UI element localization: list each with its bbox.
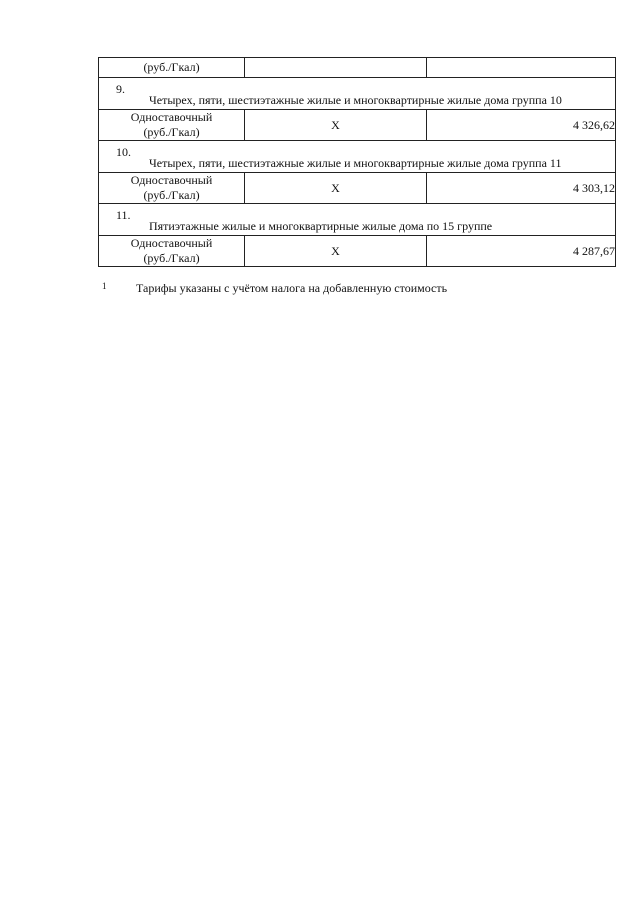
- group-name: Пятиэтажные жилые и многоквартирные жилые дома по 15 группе: [149, 219, 493, 233]
- group-header-cell: [99, 204, 616, 236]
- group-number: 10.: [116, 145, 131, 159]
- tariff-type-cell: [99, 110, 245, 141]
- table-row: [99, 110, 616, 141]
- empty-cell: [427, 58, 616, 78]
- tariff-type: Одноставочный: [130, 173, 213, 187]
- tariff-value-cell: 4 303,12: [427, 173, 616, 204]
- group-header-row: [99, 204, 616, 236]
- group-name: Четырех, пяти, шестиэтажные жилые и многоквартирные жилые дома группа 11: [149, 156, 562, 170]
- group-header-cell: [99, 141, 616, 173]
- tariff-unit: (руб./Гкал): [143, 188, 200, 202]
- tariff-table: [98, 57, 616, 267]
- footnote-mark: 1: [102, 281, 107, 291]
- x-mark-cell: Х: [245, 236, 427, 267]
- table-row: [99, 173, 616, 204]
- tariff-value-cell: 4 326,62: [427, 110, 616, 141]
- tariff-unit-cell: (руб./Гкал): [99, 58, 245, 78]
- group-header-cell: [99, 78, 616, 110]
- group-header-row: [99, 78, 616, 110]
- tariff-type: Одноставочный: [130, 236, 213, 250]
- table-row: [99, 58, 616, 78]
- group-number: 9.: [116, 82, 125, 96]
- tariff-unit: (руб./Гкал): [143, 251, 200, 265]
- group-number: 11.: [116, 208, 131, 222]
- table-row: [99, 236, 616, 267]
- tariff-type-cell: [99, 236, 245, 267]
- tariff-unit: (руб./Гкал): [143, 125, 200, 139]
- group-name: Четырех, пяти, шестиэтажные жилые и многоквартирные жилые дома группа 10: [149, 93, 562, 107]
- footnote-text: Тарифы указаны с учётом налога на добавленную стоимость: [136, 281, 448, 295]
- tariff-type: Одноставочный: [130, 110, 213, 124]
- empty-cell: [245, 58, 427, 78]
- x-mark-cell: Х: [245, 173, 427, 204]
- tariff-value-cell: 4 287,67: [427, 236, 616, 267]
- x-mark-cell: Х: [245, 110, 427, 141]
- group-header-row: [99, 141, 616, 173]
- tariff-type-cell: [99, 173, 245, 204]
- footnote: [102, 281, 447, 296]
